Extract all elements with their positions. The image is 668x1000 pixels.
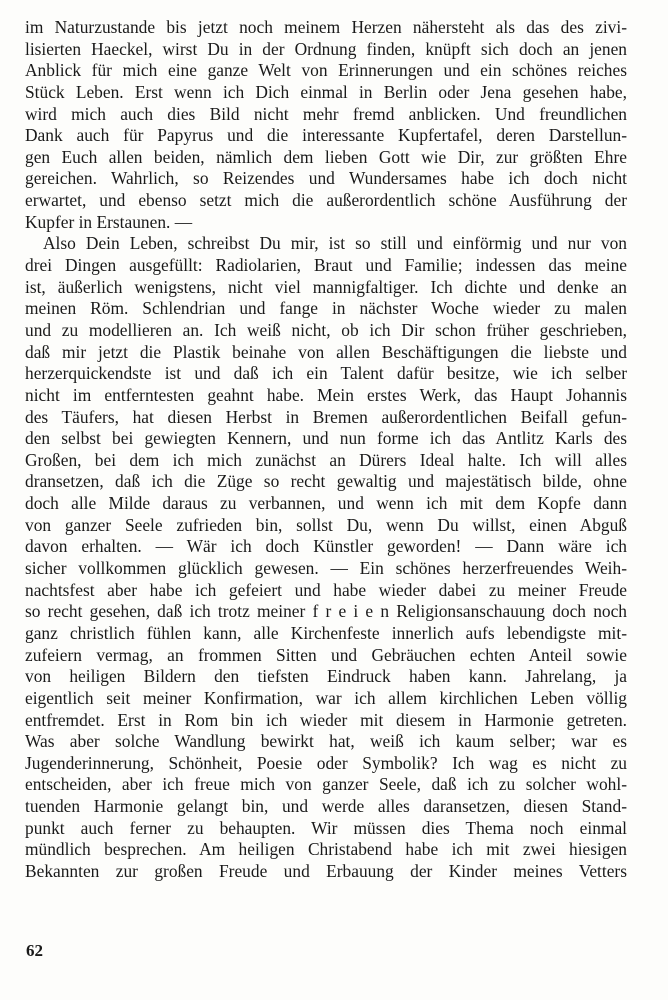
text-line: und zu modellieren an. Ich weiß nicht, ob ich Dir schon früher geschrieben,: [25, 319, 627, 340]
text-line: Bekannten zur großen Freude und Erbauung der Kinder meines Vetters: [25, 860, 627, 881]
text-line: ganz christlich fühlen kann, alle Kirchenfeste innerlich aufs lebendigste mit-: [25, 622, 627, 643]
text-line: herzerquickendste ist und daß ich ein Talent dafür besitze, wie ich selber: [25, 363, 627, 384]
text-line: doch alle Milde daraus zu verbannen, und wenn ich mit dem Kopfe dann: [25, 493, 627, 514]
text-line: entfremdet. Erst in Rom bin ich wieder mit diesem in Harmonie getreten.: [25, 709, 627, 730]
text-line: so recht gesehen, daß ich trotz meiner f r e i e n Religionsanschauung doch noch: [25, 601, 627, 622]
text-line: den selbst bei gewiegten Kennern, und nun forme ich das Antlitz Karls des: [25, 428, 627, 449]
text-line: von ganzer Seele zufrieden bin, sollst Du, wenn Du willst, einen Abguß: [25, 514, 627, 535]
text-line: eigentlich seit meiner Konfirmation, war ich allem kirchlichen Leben völlig: [25, 687, 627, 708]
text-line: meinen Röm. Schlendrian und fange in nächster Woche wieder zu malen: [25, 298, 627, 319]
text-line: Jugenderinnerung, Schönheit, Poesie oder Symbolik? Ich wag es nicht zu: [25, 752, 627, 773]
text-line: Dank auch für Papyrus und die interessante Kupfertafel, deren Darstellun-: [25, 125, 627, 146]
text-line: tuenden Harmonie gelangt bin, und werde alles daransetzen, diesen Stand-: [25, 796, 627, 817]
text-line: Anblick für mich eine ganze Welt von Erinnerungen und ein schönes reiches: [25, 60, 627, 81]
text-line: ist, äußerlich wenigstens, nicht viel mannigfaltiger. Ich dichte und denke an: [25, 276, 627, 297]
text-line: Was aber solche Wandlung bewirkt hat, weiß ich kaum selber; war es: [25, 731, 627, 752]
text-line: mündlich besprechen. Am heiligen Christabend habe ich mit zwei hiesigen: [25, 839, 627, 860]
text-line: lisierten Haeckel, wirst Du in der Ordnung finden, knüpft sich doch an jenen: [25, 38, 627, 59]
text-line: dransetzen, daß ich die Züge so recht gewaltig und majestätisch bilde, ohne: [25, 471, 627, 492]
text-line: nicht im entferntesten geahnt habe. Mein erstes Werk, das Haupt Johannis: [25, 384, 627, 405]
paragraph-1: [25, 17, 627, 233]
text-line: daß mir jetzt die Plastik beinahe von allen Beschäftigungen die liebste und: [25, 341, 627, 362]
text-line: entscheiden, aber ich freue mich von ganzer Seele, daß ich zu solcher wohl-: [25, 774, 627, 795]
text-line: sicher vollkommen glücklich gewesen. — Ein schönes herzerfreuendes Weih-: [25, 558, 627, 579]
text-line: punkt auch ferner zu behaupten. Wir müssen dies Thema noch einmal: [25, 817, 627, 838]
text-line: erwartet, und ebenso setzt mich die außerordentlich schöne Ausführung der: [25, 190, 627, 211]
text-line: nachtsfest aber habe ich gefeiert und habe wieder dabei zu meiner Freude: [25, 579, 627, 600]
text-line: gereichen. Wahrlich, so Reizendes und Wundersames habe ich doch nicht: [25, 168, 627, 189]
body-text: [25, 17, 627, 883]
text-line: wird mich auch dies Bild nicht mehr fremd anblicken. Und freundlichen: [25, 103, 627, 124]
text-line: Stück Leben. Erst wenn ich Dich einmal in Berlin oder Jena gesehen habe,: [25, 81, 627, 102]
text-line: Großen, bei dem ich mich zunächst an Dürers Ideal halte. Ich will alles: [25, 449, 627, 470]
text-line: drei Dingen ausgefüllt: Radiolarien, Braut und Familie; indessen das meine: [25, 255, 627, 276]
paragraph-2: [25, 233, 627, 882]
text-line: des Täufers, hat diesen Herbst in Bremen außerordentlichen Beifall gefun-: [25, 406, 627, 427]
page-number: 62: [26, 941, 43, 960]
text-line: zufeiern vermag, an frommen Sitten und Gebräuchen echten Anteil sowie: [25, 644, 627, 665]
text-line: gen Euch allen beiden, nämlich dem lieben Gott wie Dir, zur größten Ehre: [25, 146, 627, 167]
text-line: Also Dein Leben, schreibst Du mir, ist so still und einförmig und nur von: [43, 233, 627, 254]
text-line: im Naturzustande bis jetzt noch meinem Herzen nähersteht als das des zivi-: [25, 17, 627, 37]
text-line: davon erhalten. — Wär ich doch Künstler geworden! — Dann wäre ich: [25, 536, 627, 557]
text-line: Kupfer in Erstaunen. —: [25, 211, 193, 232]
text-line: von heiligen Bildern den tiefsten Eindruck haben kann. Jahrelang, ja: [25, 666, 627, 687]
